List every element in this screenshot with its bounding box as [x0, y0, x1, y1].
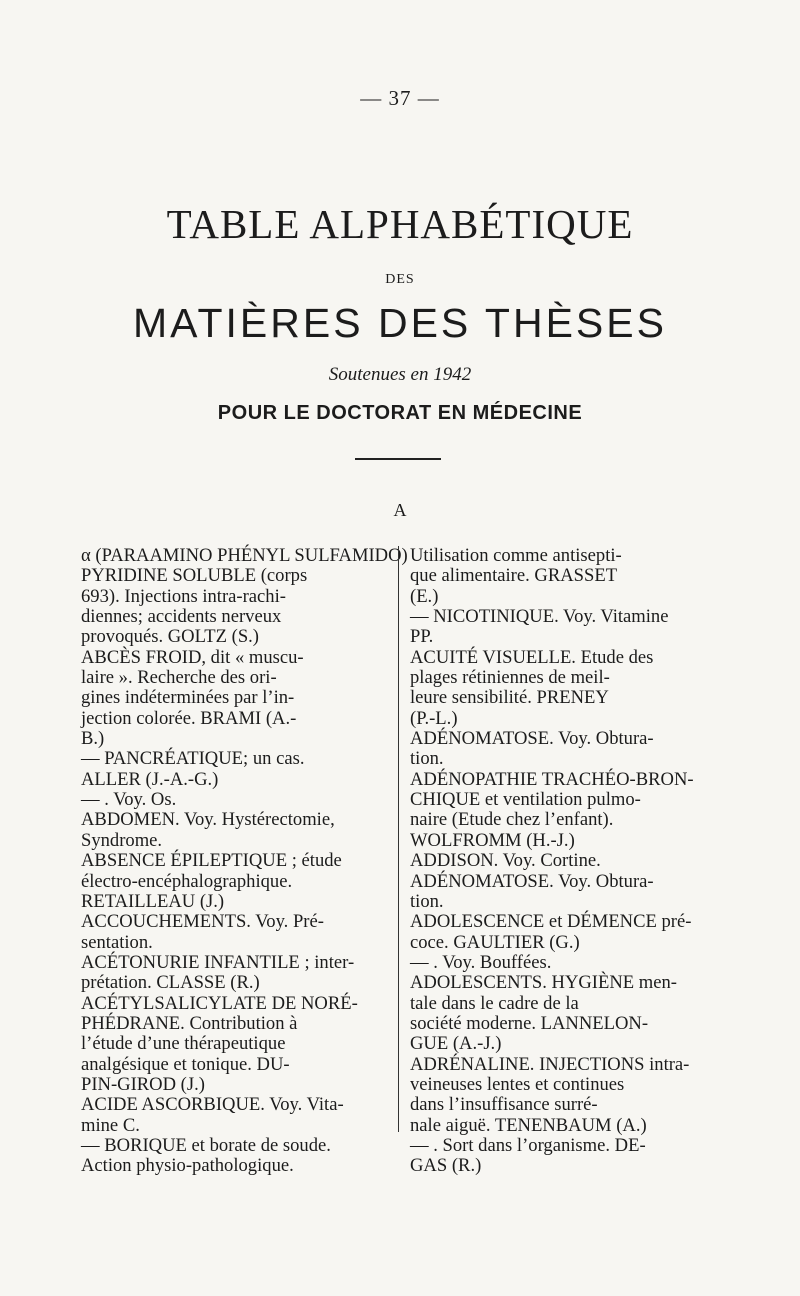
index-line: PIN-GIROD (J.) — [81, 1073, 205, 1095]
index-line: Utilisation comme antisepti- — [410, 545, 622, 566]
index-line: B.) — [81, 728, 105, 750]
index-line: PHÉDRANE. Contribution à — [81, 1012, 298, 1034]
index-line: ALLER (J.-A.-G.) — [81, 768, 219, 790]
index-line: — PANCRÉATIQUE; un cas. — [81, 748, 305, 770]
index-line: ACUITÉ VISUELLE. Etude des — [410, 646, 654, 668]
index-line: — BORIQUE et borate de soude. — [81, 1134, 331, 1156]
index-line: — . Voy. Os. — [81, 789, 177, 811]
index-line: jection colorée. BRAMI (A.- — [81, 707, 297, 729]
page-number: — 37 — — [360, 86, 440, 110]
title-line-2: MATIÈRES DES THÈSES — [133, 300, 667, 346]
index-line: sentation. — [81, 931, 153, 953]
column-divider — [398, 546, 399, 1132]
index-line: mine C. — [81, 1114, 140, 1136]
index-line: l’étude d’une thérapeutique — [81, 1033, 286, 1055]
index-line: ADOLESCENTS. HYGIÈNE men- — [410, 972, 677, 994]
index-line: dans l’insuffisance surré- — [410, 1094, 598, 1116]
index-line: PP. — [410, 626, 434, 648]
index-line: tion. — [410, 748, 444, 770]
index-line: PYRIDINE SOLUBLE (corps — [81, 565, 308, 587]
index-line: que alimentaire. GRASSET — [410, 565, 618, 587]
index-line: ABCÈS FROID, dit « muscu- — [81, 646, 304, 668]
right-column — [410, 546, 710, 1177]
title-line-1: TABLE ALPHABÉTIQUE — [166, 201, 634, 247]
index-line: leure sensibilité. PRENEY — [410, 687, 609, 709]
index-line: GUE (A.-J.) — [410, 1033, 502, 1055]
index-line: société moderne. LANNELON- — [410, 1012, 649, 1034]
index-line: Action physio-pathologique. — [81, 1155, 294, 1177]
index-line: (E.) — [410, 585, 439, 607]
index-line: 693). Injections intra-rachi- — [81, 585, 286, 607]
title-divider — [355, 458, 441, 460]
index-line: ACÉTYLSALICYLATE DE NORÉ- — [81, 992, 358, 1014]
index-line: GAS (R.) — [410, 1155, 482, 1177]
index-line: analgésique et tonique. DU- — [81, 1053, 290, 1075]
index-line: gines indéterminées par l’in- — [81, 687, 295, 709]
index-line: ACIDE ASCORBIQUE. Voy. Vita- — [81, 1094, 344, 1116]
index-line: α (PARAAMINO PHÉNYL SULFAMIDO) — [81, 545, 408, 566]
index-line: naire (Etude chez l’enfant). — [410, 809, 614, 831]
index-line: — . Sort dans l’organisme. DE- — [410, 1134, 646, 1156]
left-column — [81, 545, 408, 1177]
index-line: veineuses lentes et continues — [410, 1073, 625, 1095]
index-line: (P.-L.) — [410, 707, 458, 729]
title-des: DES — [385, 272, 415, 287]
title-line-3: POUR LE DOCTORAT EN MÉDECINE — [217, 402, 583, 424]
index-line: WOLFROMM (H.-J.) — [410, 829, 575, 851]
index-line: — NICOTINIQUE. Voy. Vitamine — [410, 606, 669, 628]
index-line: ADÉNOPATHIE TRACHÉO-BRON- — [410, 768, 694, 790]
index-line: ACCOUCHEMENTS. Voy. Pré- — [81, 911, 324, 933]
index-line: ACÉTONURIE INFANTILE ; inter- — [81, 951, 355, 973]
index-line: ADÉNOMATOSE. Voy. Obtura- — [410, 870, 654, 892]
index-line: tale dans le cadre de la — [410, 992, 579, 1014]
index-line: coce. GAULTIER (G.) — [410, 931, 580, 953]
subtitle: Soutenues en 1942 — [328, 364, 472, 385]
index-line: plages rétiniennes de meil- — [410, 667, 610, 689]
index-line: ADDISON. Voy. Cortine. — [410, 850, 601, 872]
index-line: RETAILLEAU (J.) — [81, 890, 225, 912]
index-line: ABSENCE ÉPILEPTIQUE ; étude — [81, 850, 342, 872]
section-letter: A — [393, 500, 407, 520]
index-line: électro-encéphalographique. — [81, 870, 293, 892]
index-line: ADOLESCENCE et DÉMENCE pré- — [410, 911, 692, 933]
index-line: ADRÉNALINE. INJECTIONS intra- — [410, 1053, 690, 1075]
index-line: provoqués. GOLTZ (S.) — [81, 626, 260, 648]
index-line: diennes; accidents nerveux — [81, 606, 282, 628]
index-line: — . Voy. Bouffées. — [410, 951, 552, 973]
index-line: Syndrome. — [81, 829, 163, 851]
index-line: tion. — [410, 890, 444, 912]
index-line: laire ». Recherche des ori- — [81, 667, 277, 689]
index-line: ABDOMEN. Voy. Hystérectomie, — [81, 809, 335, 831]
index-line: ADÉNOMATOSE. Voy. Obtura- — [410, 728, 654, 750]
index-line: prétation. CLASSE (R.) — [81, 972, 260, 994]
index-line: CHIQUE et ventilation pulmo- — [410, 789, 641, 811]
index-line: nale aiguë. TENENBAUM (A.) — [410, 1114, 647, 1136]
